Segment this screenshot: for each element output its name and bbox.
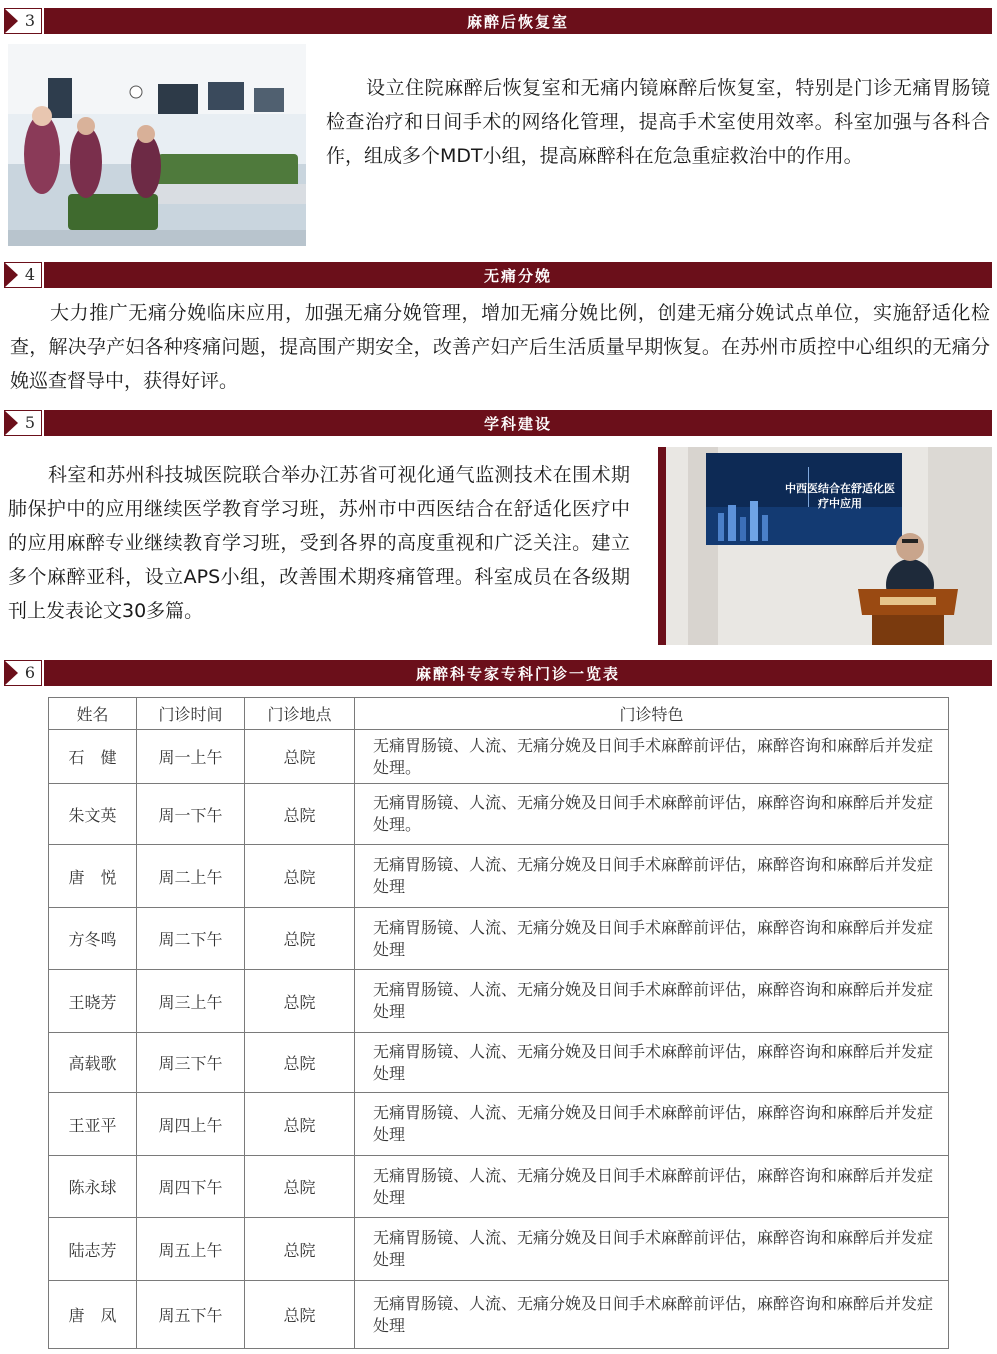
header-feature: 门诊特色 [355,698,949,730]
clinic-feature: 无痛胃肠镜、人流、无痛分娩及日间手术麻醉前评估，麻醉咨询和麻醉后并发症处理 [355,1156,949,1218]
section-title: 麻醉后恢复室 [466,13,569,31]
clinic-feature: 无痛胃肠镜、人流、无痛分娩及日间手术麻醉前评估，麻醉咨询和麻醉后并发症处理。 [355,784,949,845]
clinic-time: 周二上午 [137,845,245,908]
table-row [49,1093,949,1156]
clinic-time: 周一下午 [137,784,245,845]
clinic-place: 总院 [245,970,355,1033]
doctor-name: 王晓芳 [49,970,137,1033]
clinic-feature: 无痛胃肠镜、人流、无痛分娩及日间手术麻醉前评估，麻醉咨询和麻醉后并发症处理 [355,1281,949,1349]
clinic-time: 周四下午 [137,1156,245,1218]
table-row [49,970,949,1033]
clinic-time: 周五上午 [137,1218,245,1281]
doctor-name: 唐 凤 [49,1281,137,1349]
section-title: 麻醉科专家专科门诊一览表 [415,665,620,683]
section-title: 学科建设 [483,415,552,433]
table-row [49,784,949,845]
clinic-time: 周三上午 [137,970,245,1033]
clinic-place: 总院 [245,784,355,845]
lecture-screen-title: 中西医结合在舒适化医疗中应用 [785,482,895,510]
doctor-name: 石 健 [49,730,137,784]
clinic-place: 总院 [245,1033,355,1093]
painless-labor-paragraph: 大力推广无痛分娩临床应用，加强无痛分娩管理，增加无痛分娩比例，创建无痛分娩试点单位，实施舒适化检查，解决孕产妇各种疼痛问题，提高围产期安全，改善产妇产后生活质量早期恢复。在苏州市质控中心组织的无痛分娩巡查督导中，获得好评。 [10,302,990,392]
section-number: 3 [24,11,36,30]
section-header-4 [4,262,992,288]
recovery-room-photo [8,44,306,246]
clinic-place: 总院 [245,1156,355,1218]
table-row [49,845,949,908]
doctor-name: 唐 悦 [49,845,137,908]
clinic-feature: 无痛胃肠镜、人流、无痛分娩及日间手术麻醉前评估，麻醉咨询和麻醉后并发症处理 [355,1033,949,1093]
clinic-feature: 无痛胃肠镜、人流、无痛分娩及日间手术麻醉前评估，麻醉咨询和麻醉后并发症处理 [355,1218,949,1281]
clinic-place: 总院 [245,845,355,908]
clinic-feature: 无痛胃肠镜、人流、无痛分娩及日间手术麻醉前评估，麻醉咨询和麻醉后并发症处理 [355,908,949,970]
section-arrow-icon [4,660,18,686]
table-row [49,908,949,970]
section-title: 无痛分娩 [483,267,552,285]
clinic-time: 周二下午 [137,908,245,970]
section-arrow-icon [4,8,18,34]
doctor-name: 陈永球 [49,1156,137,1218]
clinic-feature: 无痛胃肠镜、人流、无痛分娩及日间手术麻醉前评估，麻醉咨询和麻醉后并发症处理 [355,1093,949,1156]
header-place: 门诊地点 [245,698,355,730]
section-number: 6 [24,663,36,682]
clinic-place: 总院 [245,1093,355,1156]
table-row [49,1033,949,1093]
clinic-time: 周五下午 [137,1281,245,1349]
section-number: 5 [24,413,36,432]
section-header-6 [4,660,992,686]
lecture-illustration [658,447,992,645]
clinic-time: 周四上午 [137,1093,245,1156]
clinic-feature: 无痛胃肠镜、人流、无痛分娩及日间手术麻醉前评估，麻醉咨询和麻醉后并发症处理。 [355,730,949,784]
clinic-feature: 无痛胃肠镜、人流、无痛分娩及日间手术麻醉前评估，麻醉咨询和麻醉后并发症处理 [355,845,949,908]
section-number: 4 [24,265,36,284]
discipline-paragraph: 科室和苏州科技城医院联合举办江苏省可视化通气监测技术在围术期肺保护中的应用继续医学教育学习班，苏州市中西医结合在舒适化医疗中的应用麻醉专业继续教育学习班，受到各界的高度重视和广泛关注。建立多个麻醉亚科，设立APS小组，改善围术期疼痛管理。科室成员在各级期刊上发表论文30多篇。 [8,464,630,622]
section-arrow-icon [4,410,18,436]
section-header-3 [4,8,992,34]
recovery-room-illustration [8,44,306,246]
clinic-place: 总院 [245,1218,355,1281]
header-time: 门诊时间 [137,698,245,730]
table-row [49,1156,949,1218]
clinic-place: 总院 [245,908,355,970]
table-row [49,1218,949,1281]
doctor-name: 方冬鸣 [49,908,137,970]
section-arrow-icon [4,262,18,288]
lecture-photo [658,447,992,645]
clinic-place: 总院 [245,1281,355,1349]
clinic-time: 周三下午 [137,1033,245,1093]
recovery-paragraph: 设立住院麻醉后恢复室和无痛内镜麻醉后恢复室，特别是门诊无痛胃肠镜检查治疗和日间手术的网络化管理，提高手术室使用效率。科室加强与各科合作，组成多个MDT小组，提高麻醉科在危急重症救治中的作用。 [326,77,990,167]
doctor-name: 王亚平 [49,1093,137,1156]
doctor-name: 高载歌 [49,1033,137,1093]
clinic-feature: 无痛胃肠镜、人流、无痛分娩及日间手术麻醉前评估，麻醉咨询和麻醉后并发症处理 [355,970,949,1033]
clinic-place: 总院 [245,730,355,784]
table-row [49,1281,949,1349]
clinic-time: 周一上午 [137,730,245,784]
doctor-name: 陆志芳 [49,1218,137,1281]
table-header-row [49,698,949,730]
clinic-schedule-table [48,697,949,1349]
table-row [49,730,949,784]
header-name: 姓名 [49,698,137,730]
section-header-5 [4,410,992,436]
doctor-name: 朱文英 [49,784,137,845]
